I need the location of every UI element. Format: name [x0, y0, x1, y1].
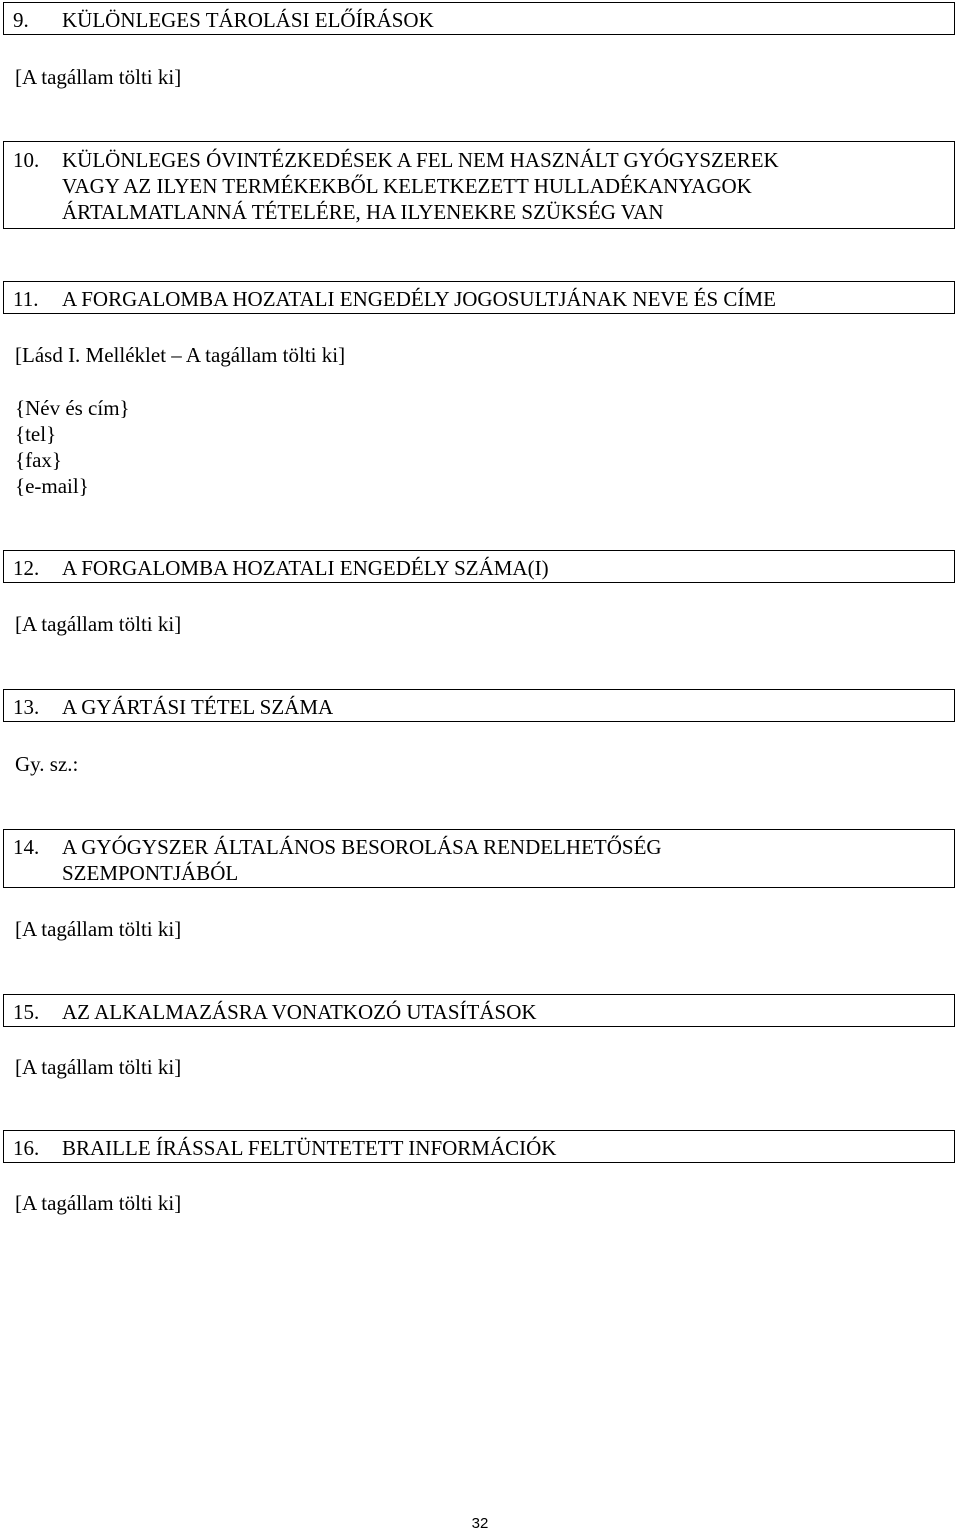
section-14-number: 14.: [13, 835, 40, 859]
section-11-header: [3, 281, 955, 314]
section-15-header: [3, 994, 955, 1027]
section-15-content: [A tagállam tölti ki]: [15, 1055, 182, 1079]
section-9-title: KÜLÖNLEGES TÁROLÁSI ELŐÍRÁSOK: [62, 8, 434, 32]
section-11-number: 11.: [13, 287, 39, 311]
section-14-title-line-1: A GYÓGYSZER ÁLTALÁNOS BESOROLÁSA RENDELHETŐSÉG: [62, 835, 662, 859]
section-9-number: 9.: [13, 8, 29, 32]
section-14-header: [3, 829, 955, 888]
section-11-content-fax: {fax}: [15, 448, 62, 472]
section-11-content-name-address: {Név és cím}: [15, 396, 130, 420]
section-12-content: [A tagállam tölti ki]: [15, 612, 182, 636]
section-11-content-tel: {tel}: [15, 422, 57, 446]
section-16-title: BRAILLE ÍRÁSSAL FELTÜNTETETT INFORMÁCIÓK: [62, 1136, 557, 1160]
section-10-title: [62, 147, 954, 225]
section-9-header: [3, 2, 955, 35]
section-15-title: AZ ALKALMAZÁSRA VONATKOZÓ UTASÍTÁSOK: [62, 1000, 537, 1024]
page-number-label: 32: [471, 1515, 489, 1532]
section-13-content: Gy. sz.:: [15, 752, 79, 776]
section-14-title: [62, 834, 954, 886]
section-10-number: 10.: [13, 148, 40, 172]
section-11-content-reference: [Lásd I. Melléklet – A tagállam tölti ki]: [15, 343, 346, 367]
section-12-title: A FORGALOMBA HOZATALI ENGEDÉLY SZÁMA(I): [62, 556, 549, 580]
section-10-title-line-2: VAGY AZ ILYEN TERMÉKEKBŐL KELETKEZETT HULLADÉKANYAGOK: [62, 174, 752, 198]
section-13-number: 13.: [13, 695, 40, 719]
section-10-title-line-1: KÜLÖNLEGES ÓVINTÉZKEDÉSEK A FEL NEM HASZNÁLT GYÓGYSZEREK: [62, 148, 779, 172]
page-number: [0, 1515, 960, 1533]
section-14-title-line-2: SZEMPONTJÁBÓL: [62, 861, 239, 885]
section-13-title: A GYÁRTÁSI TÉTEL SZÁMA: [62, 695, 334, 719]
section-12-header: [3, 550, 955, 583]
section-11-content-email: {e-mail}: [15, 474, 89, 498]
section-12-number: 12.: [13, 556, 40, 580]
section-16-header: [3, 1130, 955, 1163]
section-13-header: [3, 689, 955, 722]
section-9-content: [A tagállam tölti ki]: [15, 65, 182, 89]
section-16-number: 16.: [13, 1136, 40, 1160]
section-16-content: [A tagállam tölti ki]: [15, 1191, 182, 1215]
section-14-content: [A tagállam tölti ki]: [15, 917, 182, 941]
section-10-title-line-3: ÁRTALMATLANNÁ TÉTELÉRE, HA ILYENEKRE SZÜKSÉG VAN: [62, 200, 664, 224]
section-11-title: A FORGALOMBA HOZATALI ENGEDÉLY JOGOSULTJÁNAK NEVE ÉS CÍME: [62, 287, 776, 311]
section-15-number: 15.: [13, 1000, 40, 1024]
section-10-header: [3, 141, 955, 229]
